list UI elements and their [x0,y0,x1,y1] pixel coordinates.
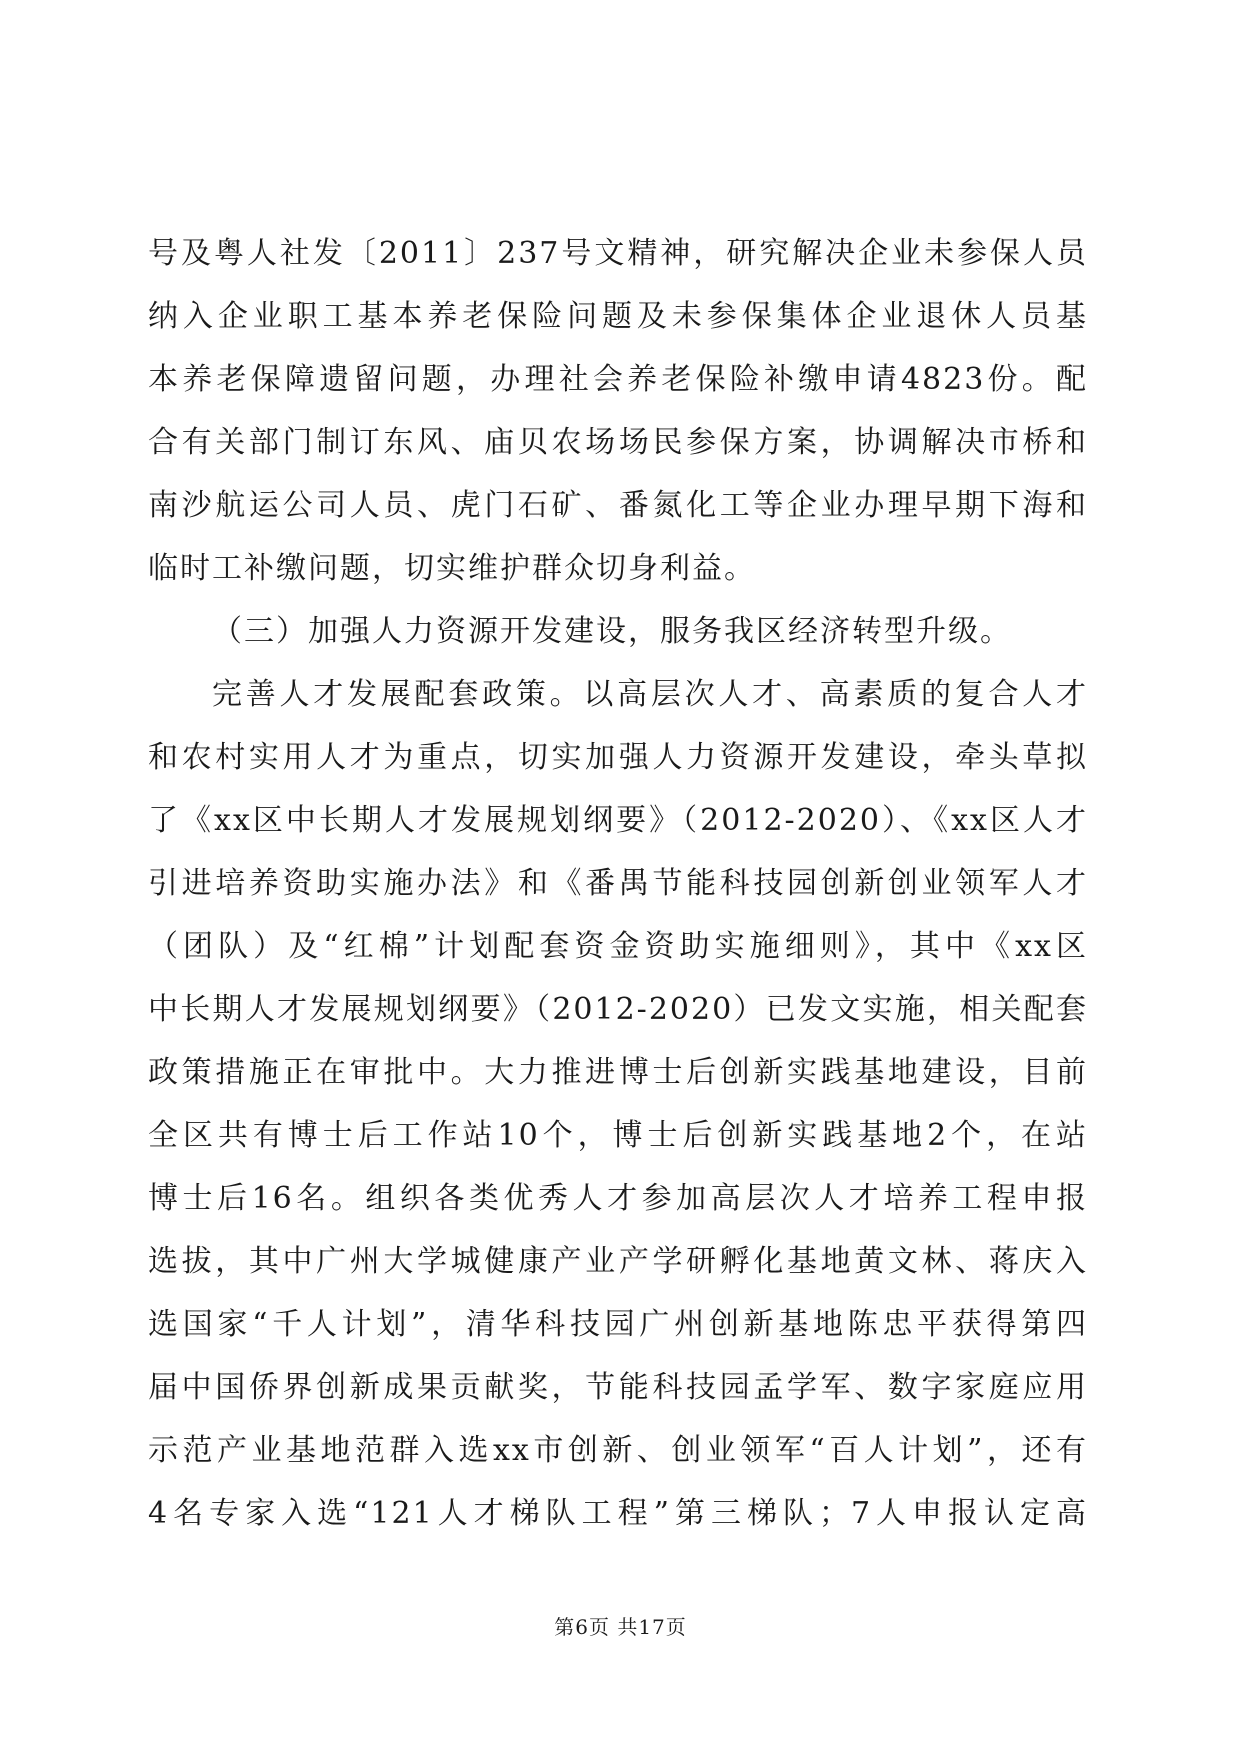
text-line: 引进培养资助实施办法》和《番禺节能科技园创新创业领军人才 [148,866,1088,901]
text-line: 博士后16名。组织各类优秀人才参加高层次人才培养工程申报 [148,1181,1088,1216]
text-line: 临时工补缴问题，切实维护群众切身利益。 [148,551,756,586]
section-heading: （三）加强人力资源开发建设，服务我区经济转型升级。 [212,614,1012,649]
text-line: 政策措施正在审批中。大力推进博士后创新实践基地建设，目前 [148,1055,1088,1090]
text-line: 了《xx区中长期人才发展规划纲要》（2012-2020）、《xx区人才 [148,803,1088,838]
text-line: 南沙航运公司人员、虎门石矿、番氮化工等企业办理早期下海和 [148,488,1088,523]
text-line: 合有关部门制订东风、庙贝农场场民参保方案，协调解决市桥和 [148,425,1088,460]
text-line: 选国家“千人计划”，清华科技园广州创新基地陈忠平获得第四 [148,1307,1088,1342]
text-line: 4名专家入选“121人才梯队工程”第三梯队；7人申报认定高 [148,1496,1088,1531]
text-line: 选拔，其中广州大学城健康产业产学研孵化基地黄文林、蒋庆入 [148,1244,1088,1279]
text-line: 和农村实用人才为重点，切实加强人力资源开发建设，牵头草拟 [148,740,1088,775]
text-line: 全区共有博士后工作站10个，博士后创新实践基地2个，在站 [148,1118,1088,1153]
text-line: 完善人才发展配套政策。以高层次人才、高素质的复合人才 [212,677,1088,712]
text-line: （团队）及“红棉”计划配套资金资助实施细则》，其中《xx区 [148,929,1088,964]
body-text [148,222,1088,1545]
text-line: 届中国侨界创新成果贡献奖，节能科技园孟学军、数字家庭应用 [148,1370,1088,1405]
text-line: 纳入企业职工基本养老保险问题及未参保集体企业退休人员基 [148,299,1088,334]
text-line: 号及粤人社发〔2011〕237号文精神，研究解决企业未参保人员 [148,236,1088,271]
page-number-footer: 第6页 共17页 [554,1615,687,1639]
text-line: 中长期人才发展规划纲要》（2012-2020）已发文实施，相关配套 [148,992,1088,1027]
text-line: 示范产业基地范群入选xx市创新、创业领军“百人计划”，还有 [148,1433,1088,1468]
text-line: 本养老保障遗留问题，办理社会养老保险补缴申请4823份。配 [148,362,1088,397]
